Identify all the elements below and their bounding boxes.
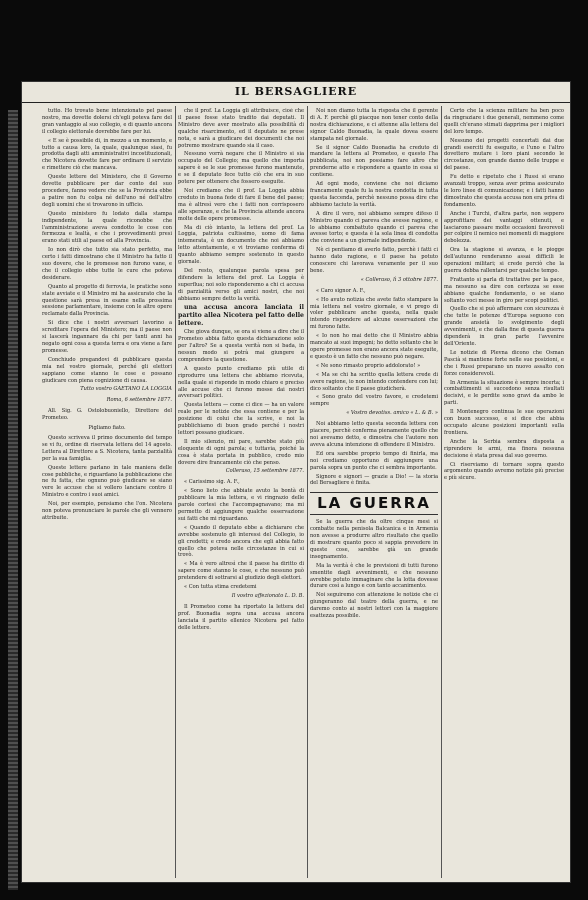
paragraph: Quello che si può affermare con sicurezza è che tutte le potenze d'Europa seguono con grande ansietà lo svolgimento degli avvenimenti, e che dalla fine di questa guerra dipenderà in gran parte l'avvenire dell'Oriente. (444, 306, 564, 347)
paragraph: Conchiudo pregandovi di pubblicare questa mia nel vostro giornale, perché gli elettori sappiano come stanno le cose e possano giudicare con piena cognizione di causa. (42, 356, 172, 384)
paragraph: Il Prometeo come ha riportato la lettera del prof. Buonadia sopra una accusa ancora lanciata il partito ellenico Nicotera pel fatto delle lettere. (178, 603, 304, 631)
paragraph: Queste lettere parlano in tale maniera delle cose pubbliche, e riguardano la pubblicazione che ne fu fatta, che ognuno può giudicare se siano vere le accuse che si vollero lanciare contro il Ministro e contro i suoi amici. (42, 464, 172, 499)
paragraph: « Con tutta stima credetemi (184, 584, 257, 591)
signature: Il vostro affezionato L. D. B. (231, 592, 304, 599)
paragraph: Questo scriveva il primo documento del tempo se vi fu, ordine di riservata lettera del 14 agosto. Lettera al Direttore a S. Nicotera, tanta parzialità per la sua famiglia. (42, 434, 172, 462)
paragraph: Ora la stagione si avanza, e le piogge dell'autunno renderanno assai difficili le operazioni militari; si crede perciò che la guerra debba rallentarsi per qualche tempo. (444, 247, 564, 274)
paragraph: Noi seguiremo con attenzione le notizie che ci giungeranno dal teatro della guerra, e ne daremo conto ai nostri lettori con la maggiore esattezza possibile. (310, 592, 438, 620)
paragraph: Del resto, qualunque parola spesa per difendere la lettera del prof. La Loggia è superflua; noi solo risponderemo a chi ci accusa di parzialità verso gli amici nostri, che noi abbiamo sempre detto la verità. (178, 267, 304, 302)
paragraph: Ad ogni modo, conviene che noi diciamo francamente quale fu la nostra condotta in tutta questa faccenda, perchè nessuno possa dire che abbiamo taciuto la verità. (310, 181, 438, 208)
column-2 (178, 108, 304, 878)
column-3 (310, 108, 438, 878)
paragraph: Io non dirò che tutto sia stato perfetto, ma certo i fatti dimostrano che il Ministro ha fatto il suo dovere, che le promesse non furono vane, e che il collegio ebbe tutte le cure che poteva desiderare. (42, 247, 172, 281)
paragraph: « Ma se chi ha scritto quella lettera crede di avere ragione, io non intendo contendere con lui; dico soltanto che il paese giudicherà. (310, 371, 438, 392)
newspaper-page (22, 82, 570, 882)
paragraph: « Io non ho mai detto che il Ministro abbia mancato ai suoi impegni; ho detto soltanto che le opere promesse non erano ancora state eseguite, e questo è un fatto che nessuno può negare. (310, 333, 438, 360)
signature: « Vostro devotiss. amico « L. & B. » (346, 410, 438, 417)
paragraph: « Sono grato del vostro favore, e credetemi sempre (310, 394, 438, 408)
paragraph: Noi crediamo che il prof. La Loggia abbia creduto in buona fede di fare il bene del paese; ma è altresì vero che i fatti non corrisposero alle speranze, e che la Provincia attende ancora molte delle opere promesse. (178, 187, 304, 222)
paragraph: Ci riserviamo di tornare sopra questo argomento quando avremo notizie più precise e più sicure. (444, 461, 564, 482)
paragraph: « Ho avuto notizia che avete fatto stampare la mia lettera nel vostro giornale, e vi prego di voler pubblicare anche questa, nella quale intendo rispondere ad alcune osservazioni che mi furono fatte. (310, 296, 438, 331)
paragraph: Certo che la scienza militare ha ben poco da ringraziare i due generali, nemmeno come quelli ch'erano stimati dapprima per i migliori del loro tempo. (444, 108, 564, 135)
dateline: Colleraso, 15 settembre 1877. (225, 468, 304, 475)
paragraph: Noi abbiamo letto questa seconda lettera con piacere, perchè conferma pienamente quello che noi avevamo detto, e dimostra che l'autore non aveva alcuna intenzione di offendere il Ministro. (310, 421, 438, 448)
paragraph: Questo ministero fu lodato dalla stampa indipendente, la quale riconobbe che l'amministrazione aveva condotto le cose con fermezza e lealtà, e che i provvedimenti presi erano stati utili al paese ed alla Provincia. (42, 210, 172, 245)
paragraph: Ed ora sarebbe proprio tempo di finirla, ma noi crediamo opportuno di aggiungere una parola sopra un punto che ci sembra importante. (310, 450, 438, 471)
paragraph: Il mio silenzio, mi pare, sarebbe stato più eloquente di ogni parola; e tuttavia, poiché la cosa è stata portata in pubblico, credo mio dovere dire francamente ciò che penso. (178, 438, 304, 466)
paragraph: Fu detto e ripetuto che i Russi si erano avanzati troppo, senza aver prima assicurato le loro linee di comunicazione; e i fatti hanno dimostrato che questa accusa non era priva di fondamento. (444, 174, 564, 208)
paragraph: Se la guerra che da oltre cinque mesi si combatte nella penisola Balcanica e in Armenia non avesse a produrre altro risultato che quello di mostrare quanto poco si sappia prevedere in queste cose, sarebbe già un grande insegnamento. (310, 519, 438, 560)
paragraph: Le notizie di Plevna dicono che Osman Pascià si mantiene forte nelle sue posizioni, e che i Russi preparano un nuovo assalto con forze considerevoli. (444, 349, 564, 377)
paragraph: Nè ci pentiamo di averlo fatto, perchè i fatti ci hanno dato ragione, e il paese ha potuto conoscere chi lavorava veramente per il suo bene. (310, 247, 438, 274)
paragraph: A dire il vero, noi abbiamo sempre difeso il Ministro quando ci pareva che avesse ragione, e lo abbiamo combattuto quando ci pareva che avesse torto; e questa è la sola linea di condotta che conviene a un giornale indipendente. (310, 210, 438, 245)
addressee: All. Sig. G. Ostolobuoniello, Direttore del Prometeo. (42, 408, 172, 422)
paragraph: Se il signor Caldo Buonadia ha creduto di mandare la lettera al Prometeo, e questo l'ha pubblicata, noi non possiamo fare altro che prenderne atto e rispondere a quanto in essa si contiene. (310, 144, 438, 179)
paragraph: A questo punto crediamo più utile di riprodurre una lettera che abbiamo ricevuta, nella quale si risponde in modo chiaro e preciso alle accuse che ci furono mosse dai nostri avversari politici. (178, 365, 304, 400)
paragraph: Signore e signori — grazie a Dio! — la storia del Bersagliere è finita. (310, 473, 438, 487)
paragraph: Il Montenegro continua le sue operazioni con buon successo, e si dice che abbia occupato alcune posizioni importanti sulla frontiera. (444, 409, 564, 436)
signature: Tutto vostro GAETANO LA LOGGIA (80, 386, 172, 393)
paragraph: Frattanto si parla di trattative per la pace, ma nessuno sa dire con certezza se esse abbiano qualche fondamento, o se siano soltanto voci messe in giro per scopi politici. (444, 276, 564, 304)
paragraph: « Ma è vero altresì che il paese ha diritto di sapere come stanno le cose, e che nessuno può pretendere di sottrarsi al giudizio degli elettori. (178, 561, 304, 582)
paragraph: Noi non diamo tutta la risposta che il gerente di A. F. perchè gli piacque non tener conto della nostra dichiarazione, e ci attenne alla lettera del signor Caldo Buonadia, la quale dovea essere stampata nel giornale. (310, 108, 438, 142)
paragraph: In Armenia la situazione è sempre incerta; i combattimenti si succedono senza risultati decisivi, e le perdite sono gravi da ambo le parti. (444, 379, 564, 407)
paragraph: « Sono lieto che abbiate avuto la bontà di pubblicare la mia lettera, e vi ringrazio delle parole cortesi che l'accompagnavano; ma mi permetto di aggiungere qualche osservazione sui fatti che mi riguardano. (178, 488, 304, 522)
paragraph: Nessuno vorrà negare che il Ministro si sia occupato del Collegio; ma quello che importa sapere è se le sue promesse furono mantenute, e se il deputato fece tutto ciò che era in suo potere per ottenere che fossero eseguite. (178, 151, 304, 186)
column-1 (42, 108, 172, 878)
paragraph: Nessuno dei progetti concertati dai due grandi eserciti fu eseguito, e l'uno e l'altro dovettero mutare i loro piani secondo le circostanze, con grande danno delle truppe e del paese. (444, 137, 564, 172)
masthead-title: IL BERSAGLIERE (234, 85, 358, 98)
paragraph: Quanto al progetto di ferrovia, le pratiche sono state avviate e il Ministro mi ha assicurato che la questione sarà presa in esame nella prossima sessione parlamentare, insieme con le altre opere reclamate dalla Provincia. (42, 283, 172, 318)
dateline: Roma, 6 settembre 1877. (106, 397, 172, 404)
bold-paragraph: una accusa ancora lanciata il partito allea Nicotera pel fatto delle lettere. (178, 304, 304, 327)
greeting: « Caro signor A. F., (316, 287, 366, 294)
paragraph: Noi, per esempio, pensiamo che l'on. Nicotera non poteva pronunciare le parole che gli vennero attribuite. (42, 501, 172, 521)
column-rule (175, 106, 176, 878)
paragraph: Anche i Turchi, d'altra parte, non seppero approfittare dei vantaggi ottenuti, e lasciarono passare molte occasioni favorevoli per colpire il nemico nei momenti di maggiore debolezza. (444, 210, 564, 245)
column-rule (441, 106, 442, 878)
dateline: « Colleraso, lì 3 ottobre 1877. (360, 276, 438, 283)
paragraph: Ma la verità è che le previsioni di tutti furono smentite dagli avvenimenti, e che nessuno avrebbe potuto immaginare che la lotta dovesse durare così a lungo e con tanto accanimento. (310, 562, 438, 590)
paragraph: Questa lettera — come ci dice — ha un valore reale per le notizie che essa contiene e per la posizione di colui che la scrive, e noi la pubblichiamo di buon grado perché i nostri lettori possano giudicare. (178, 402, 304, 436)
greeting: « Carissimo sig. A. F., (184, 479, 240, 486)
section-heading-la-guerra: LA GUERRA (310, 492, 438, 515)
scan-edge-strip (8, 110, 18, 890)
paragraph: che il prof. La Loggia gli attribuisce, cioè che il paese fosse stato tradito dai deputati. Il Ministro deve aver mostrato alla possibilità di qualche risarcimento, ed il deputato ne prese nota, e sarà a giudicare dei documenti che noi potremo mostrare quando sia il caso. (178, 108, 304, 149)
paragraph: « Quando il deputato ebbe a dichiarare che avrebbe sostenuto gli interessi del Collegio, io gli credetti; e credo ancora che egli abbia fatto quello che poteva nelle circostanze in cui si trovò. (178, 524, 304, 559)
paragraph: Ma di ciò intanto, la lettera del prof. La Loggia, patriota cultissimo, uomo di fama intemerata, è un documento che noi abbiamo letto attentamente, e vi troviamo conferma di quanto abbiamo sempre sostenuto in questo giornale. (178, 224, 304, 266)
column-rule (307, 106, 308, 878)
paragraph: Anche la Serbia sembra disposta a riprendere le armi, ma finora nessuna decisione è stata presa dal suo governo. (444, 438, 564, 459)
paragraph: Queste lettere del Ministero, che il Governo dovette pubblicare per dar conto del suo procedere, fanno vedere che se la Provincia ebbe a patire non fu colpa né dell'uno né dell'altro degli uomini che si trovarono in ufficio. (42, 174, 172, 208)
column-4 (444, 108, 564, 878)
paragraph: tutto. Ho trovato bene intenzionato pel paese nostro, ma dovette dolersi ch'egli poteva fare del gran vantaggio al suo collegio, e di quanto ancora il collegio elettorale dovrebbe fare per lui. (42, 108, 172, 135)
page-header (22, 82, 570, 103)
paragraph: Si dice che i nostri avversari lavorino a screditare l'opera del Ministero; ma il paese non si lascerà ingannare da chi per tanti anni ha negato ogni cosa a questa terra e ora viene a fare promesse. (42, 320, 172, 354)
paragraph: « Ne sono rimasto proprio addolorato! » (316, 362, 421, 369)
subheading: Pigliamo fiato. (88, 425, 126, 432)
paragraph: Che giova dunque, se ora si viene a dire che il Prometeo abbia fatto questa dichiarazione solo per l'altro? Se a questa verità non si bada, in nessun modo si potrà mai giungere a comprendere la questione. (178, 329, 304, 363)
paragraph: « E se è possibile di, in mezzo a un momento, e tutto a causa loro, la quale, qualunque siasi, fu prodotta dagli atti amministrativi incostituzionali, che Nicotera dovette fare per ordinare il servizio e rimettere ciò che mancava. (42, 137, 172, 172)
